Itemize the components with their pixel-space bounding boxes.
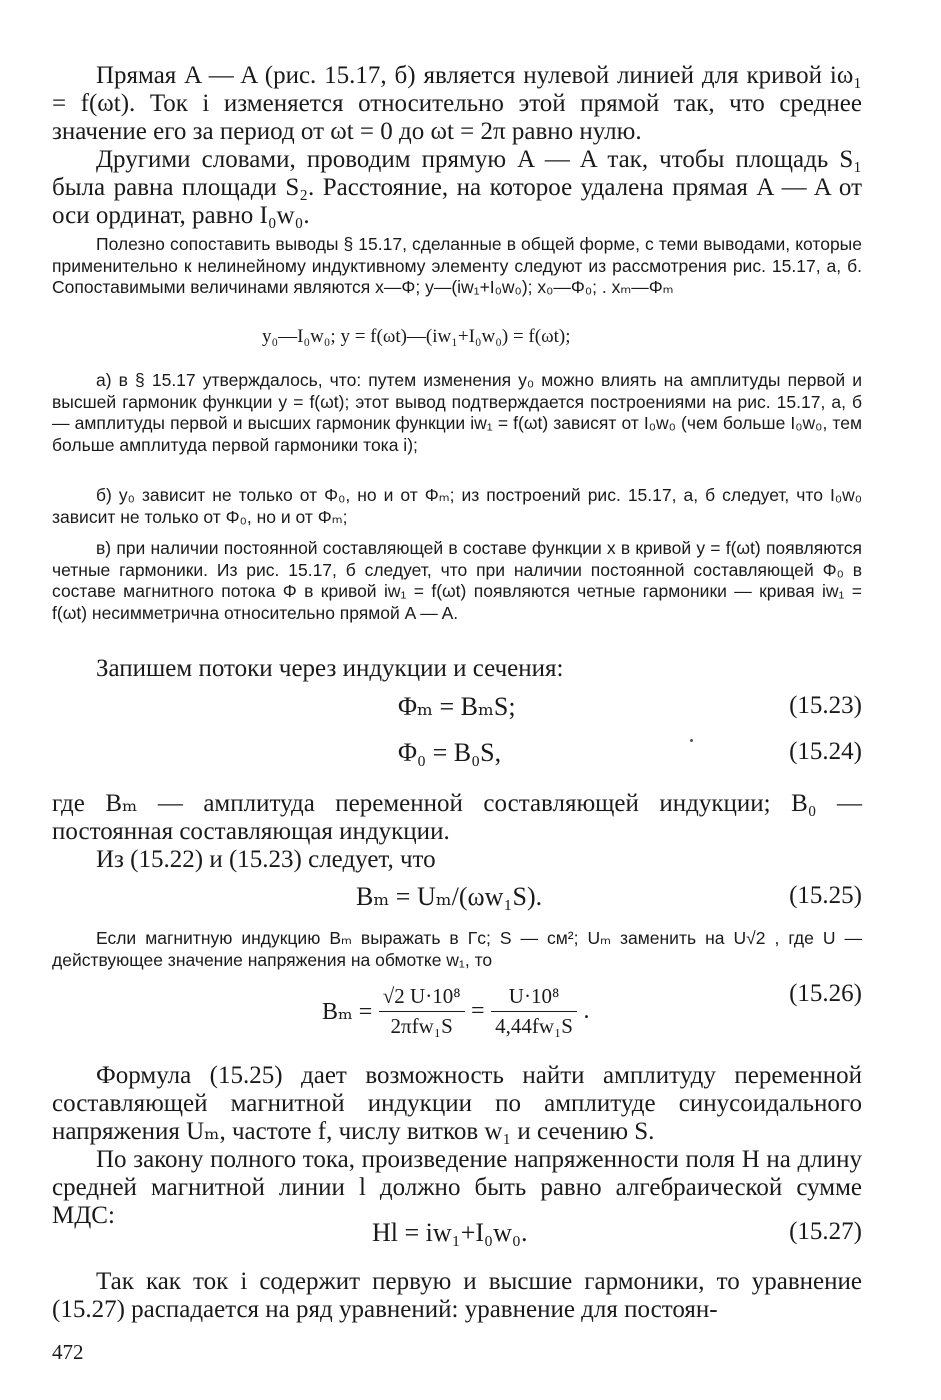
paragraph-harmonics: Так как ток i содержит первую и высшие гармоники, то уравнение (15.27) распадается на ряд уравнений: уравнение для постоян- bbox=[52, 1268, 862, 1323]
paragraph-write-fluxes: Запишем потоки через индукции и сечения: bbox=[96, 655, 564, 682]
eq26-fraction-2 bbox=[491, 984, 577, 1039]
eq26-denominator-2: 4,44fw₁S bbox=[495, 1014, 573, 1038]
note-gauss-units: Если магнитную индукцию Bₘ выражать в Гс; S — см²; Uₘ заменить на U√2 , где U — действующее значение напряжения на обмотке w₁, то bbox=[52, 928, 862, 970]
equation-number-15-26: (15.26) bbox=[789, 980, 862, 1007]
eq26-lhs: Bₘ = bbox=[322, 999, 373, 1025]
equation-number-15-27: (15.27) bbox=[789, 1218, 862, 1245]
note-formula: y₀—I₀w₀; y = f(ωt)—(iw₁+I₀w₀) = f(ωt); bbox=[262, 326, 571, 347]
scan-speck bbox=[690, 739, 693, 742]
paragraph-null-line: Прямая A — A (рис. 15.17, б) является нулевой линией для кривой iω₁ = f(ωt). Ток i изменяется относительно этой прямой так, что среднее значение его за период от ωt = 0 до ωt = 2π равно нулю. bbox=[52, 62, 862, 145]
eq26-denominator-1: 2πfw₁S bbox=[390, 1014, 453, 1038]
equation-15-25: Bₘ = Uₘ/(ωw₁S). bbox=[356, 882, 543, 911]
paragraph-from-15-22: Из (15.22) и (15.23) следует, что bbox=[96, 846, 436, 873]
page-number: 472 bbox=[52, 1340, 84, 1364]
eq26-numerator-1: √2 U·10⁸ bbox=[379, 984, 465, 1012]
equation-15-24: Φ₀ = B₀S, bbox=[398, 738, 502, 767]
note-item-v: в) при наличии постоянной составляющей в составе функции x в кривой y = f(ωt) появляются четные гармоники. Из рис. 15.17, б следует, что при наличии постоянной составляющей Φ₀ в составе магнитного потока Φ в кривой iw₁ = f(ωt) появляются четные гармоники — кривая iw₁ = f(ωt) несимметрична относительно прямой A — A. bbox=[52, 538, 862, 623]
paragraph-total-current-law: По закону полного тока, произведение напряженности поля H на длину средней магнитной линии l должно быть равно алгебраической сумме МДС: bbox=[52, 1146, 862, 1229]
paragraph-formula-15-25: Формула (15.25) дает возможность найти амплитуду переменной составляющей магнитной индукции по амплитуде синусоидального напряжения Uₘ, частоте f, числу витков w₁ и сечению S. bbox=[52, 1062, 862, 1145]
note-comparison: Полезно сопоставить выводы § 15.17, сделанные в общей форме, с теми выводами, которые применительно к нелинейному индуктивному элементу следуют из рассмотрения рис. 15.17, а, б. Сопоставимыми величинами являются x—Φ; y—(iw₁+I₀w₀); x₀—Φ₀; . xₘ—Φₘ bbox=[52, 234, 862, 297]
equation-15-23: Φₘ = BₘS; bbox=[398, 692, 516, 721]
note-item-a: а) в § 15.17 утверждалось, что: путем изменения y₀ можно влиять на амплитуды первой и высшей гармоник функции y = f(ωt); этот вывод подтверждается построениями на рис. 15.17, а, б — амплитуды первой и высших гармоник функции iw₁ = f(ωt) зависят от I₀w₀ (чем больше I₀w₀, тем больше амплитуда первой гармоники тока i); bbox=[52, 370, 862, 455]
equation-15-26 bbox=[322, 984, 590, 1039]
eq26-numerator-2: U·10⁸ bbox=[491, 984, 577, 1012]
equation-number-15-23: (15.23) bbox=[789, 692, 862, 719]
paragraph-where-bm: где Bₘ — амплитуда переменной составляющей индукции; B₀ — постоянная составляющая индукции. bbox=[52, 790, 862, 845]
eq26-end: . bbox=[583, 998, 590, 1024]
paragraph-other-words: Другими словами, проводим прямую A — A так, чтобы площадь S₁ была равна площади S₂. Расстояние, на которое удалена прямая A — A от оси ординат, равно I₀w₀. bbox=[52, 146, 862, 229]
eq26-equals: = bbox=[471, 998, 485, 1024]
eq26-fraction-1 bbox=[379, 984, 465, 1039]
equation-number-15-24: (15.24) bbox=[789, 738, 862, 765]
equation-number-15-25: (15.25) bbox=[789, 882, 862, 909]
equation-15-27: Hl = iw₁+I₀w₀. bbox=[372, 1218, 528, 1247]
note-item-b: б) y₀ зависит не только от Φ₀, но и от Φₘ; из построений рис. 15.17, а, б следует, что I₀w₀ зависит не только от Φ₀, но и от Φₘ; bbox=[52, 485, 862, 527]
